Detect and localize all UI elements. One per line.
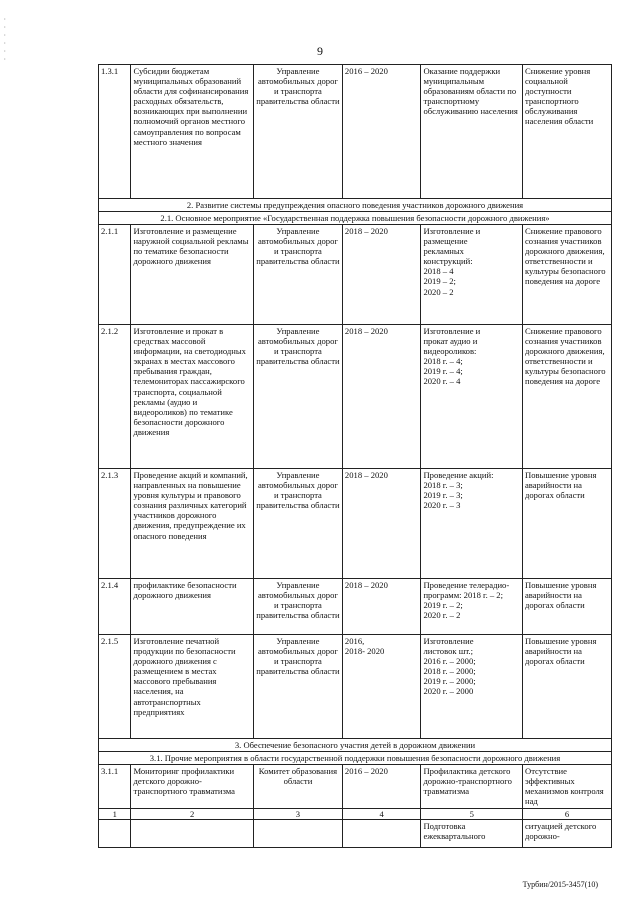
result-line: размещение (423, 236, 468, 247)
result-cell (421, 635, 523, 739)
result-line: Изготовление и (423, 326, 481, 336)
effect-cell: Снижение правового сознания участников дорожного движения, ответственности и культуры безопасного поведения на дороге (522, 225, 611, 325)
effect-cell: ситуацией детского дорожно- (522, 820, 611, 848)
executor-cell: Комитет образования области (253, 765, 342, 809)
result-cell (421, 579, 523, 635)
row-number: 2.1.3 (99, 469, 131, 579)
result-line: рекламных (423, 246, 464, 257)
column-number: 6 (522, 809, 611, 820)
activity-cell: Субсидии бюджетам муниципальных образований области для софинансирования расходных обязательств, возникающих при выполнении полномочий органов местного самоуправления по вопросам местного значения (131, 65, 253, 199)
section-row (99, 212, 612, 225)
section-row (99, 739, 612, 752)
row-number: 2.1.4 (99, 579, 131, 635)
table-row (99, 635, 612, 739)
executor-cell: Управление автомобильных дорог и транспорта правительства области (253, 225, 342, 325)
row-number: 2.1.2 (99, 325, 131, 469)
executor-cell: Управление автомобильных дорог и транспорта правительства области (253, 65, 342, 199)
result-cell (421, 225, 523, 325)
result-cell (421, 469, 523, 579)
activity-cell: Изготовление печатной продукции по безопасности дорожного движения с размещением в местах массового пребывания населения, на автотранспортных предприятиях (131, 635, 253, 739)
result-line: конструкций: (423, 256, 473, 267)
result-line: программ: 2018 г. – 2; (423, 590, 503, 601)
column-number: 2 (131, 809, 253, 820)
result-line: 2018 – 4 (423, 266, 454, 277)
result-line: 2018 г. – 3; (423, 480, 463, 491)
activity-cell: Проведение акций и компаний, направленных на повышение уровня культуры и правового сознания различных категорий участников дорожного движения, предупреждение их опасного поведения (131, 469, 253, 579)
section-row (99, 752, 612, 765)
measures-table (98, 64, 612, 848)
result-line: видеороликов: (423, 346, 477, 357)
table-row (99, 579, 612, 635)
section-row (99, 199, 612, 212)
effect-cell: Снижение правового сознания участников дорожного движения, ответственности и культуры безопасного поведения на дороге (522, 325, 611, 469)
column-number: 4 (342, 809, 421, 820)
executor-cell: Управление автомобильных дорог и транспорта правительства области (253, 325, 342, 469)
table-row (99, 325, 612, 469)
result-line: 2018 г. – 4; (423, 356, 463, 367)
effect-cell: Повышение уровня аварийности на дорогах области (522, 579, 611, 635)
effect-cell: Снижение уровня социальной доступности транспортного обслуживания населения области (522, 65, 611, 199)
result-line: 2019 г. – 2; (423, 600, 463, 611)
document-code: Турбин/2015-3457(10) (522, 880, 598, 889)
result-cell: Профилактика детского дорожно-транспортного травматизма (421, 765, 523, 809)
effect-cell: Отсутствие эффективных механизмов контроля над (522, 765, 611, 809)
result-line: 2019 г. – 3; (423, 490, 463, 501)
period-cell: 2018 – 2020 (342, 225, 421, 325)
page-number: 9 (317, 44, 323, 58)
table-row (99, 225, 612, 325)
column-numbers-row (99, 809, 612, 820)
executor-cell (253, 820, 342, 848)
table-row (99, 65, 612, 199)
table-row (99, 820, 612, 848)
result-line: 2020 – 2 (423, 286, 454, 297)
column-number: 3 (253, 809, 342, 820)
result-line: Изготовление (423, 636, 474, 646)
activity-cell: Изготовление и прокат в средствах массовой информации, на светодиодных экранах в местах массового пребывания граждан, телемониторах пассажирского транспорта, социальной рекламы (аудио и видеороликов) по тематике безопасности дорожного движения (131, 325, 253, 469)
period-cell: 2016 – 2020 (342, 65, 421, 199)
row-number: 2.1.1 (99, 225, 131, 325)
result-line: 2018 г. – 2000; (423, 666, 476, 677)
result-line: 2020 г. – 2000 (423, 686, 474, 697)
section-title: 3. Обеспечение безопасного участия детей в дорожном движении (99, 739, 612, 752)
period-cell: 2018 – 2020 (342, 579, 421, 635)
result-line: Проведение акций: (423, 470, 494, 480)
activity-cell: Мониторинг профилактики детского дорожно-транспортного травматизма (131, 765, 253, 809)
result-line: 2020 г. – 4 (423, 376, 461, 387)
result-line: 2019 – 2; (423, 276, 456, 287)
result-line: прокат аудио и (423, 336, 478, 347)
result-line: листовок шт.; (423, 646, 473, 657)
period-cell: 2016 – 2020 (342, 765, 421, 809)
activity-cell: профилактике безопасности дорожного движения (131, 579, 253, 635)
effect-cell: Повышение уровня аварийности на дорогах области (522, 635, 611, 739)
effect-cell: Повышение уровня аварийности на дорогах области (522, 469, 611, 579)
result-cell (421, 325, 523, 469)
result-line: Проведение телерадио- (423, 580, 510, 590)
activity-cell: Изготовление и размещение наружной социальной рекламы по тематике безопасности дорожного движения (131, 225, 253, 325)
executor-cell: Управление автомобильных дорог и транспорта правительства области (253, 635, 342, 739)
period-cell: 2018 – 2020 (342, 469, 421, 579)
executor-cell: Управление автомобильных дорог и транспорта правительства области (253, 469, 342, 579)
margin-scan-marks: · · · · · · (3, 16, 7, 63)
result-cell: Подготовка ежеквартального (421, 820, 523, 848)
period-cell (342, 820, 421, 848)
row-number: 1.3.1 (99, 65, 131, 199)
result-line: 2020 г. – 3 (423, 500, 461, 511)
row-number: 2.1.5 (99, 635, 131, 739)
result-line: 2016 г. – 2000; (423, 656, 476, 667)
row-number (99, 820, 131, 848)
result-line: 2019 г. – 4; (423, 366, 463, 377)
activity-cell (131, 820, 253, 848)
executor-cell: Управление автомобильных дорог и транспорта правительства области (253, 579, 342, 635)
result-line: Изготовление и (423, 226, 481, 236)
result-line: 2019 г. – 2000; (423, 676, 476, 687)
period-line: 2016, (344, 636, 365, 646)
period-cell (342, 635, 421, 739)
subsection-title: 2.1. Основное мероприятие «Государственная поддержка повышения безопасности дорожного движения» (99, 212, 612, 225)
column-number: 1 (99, 809, 131, 820)
subsection-title: 3.1. Прочие мероприятия в области государственной поддержки повышения безопасности дорожного движения (99, 752, 612, 765)
result-cell: Оказание поддержки муниципальным образованиям области по транспортному обслуживанию населения (421, 65, 523, 199)
section-title: 2. Развитие системы предупреждения опасного поведения участников дорожного движения (99, 199, 612, 212)
table-row (99, 765, 612, 809)
column-number: 5 (421, 809, 523, 820)
table-row (99, 469, 612, 579)
result-line: 2020 г. – 2 (423, 610, 461, 621)
period-line: 2018- 2020 (344, 646, 385, 657)
row-number: 3.1.1 (99, 765, 131, 809)
period-cell: 2018 – 2020 (342, 325, 421, 469)
